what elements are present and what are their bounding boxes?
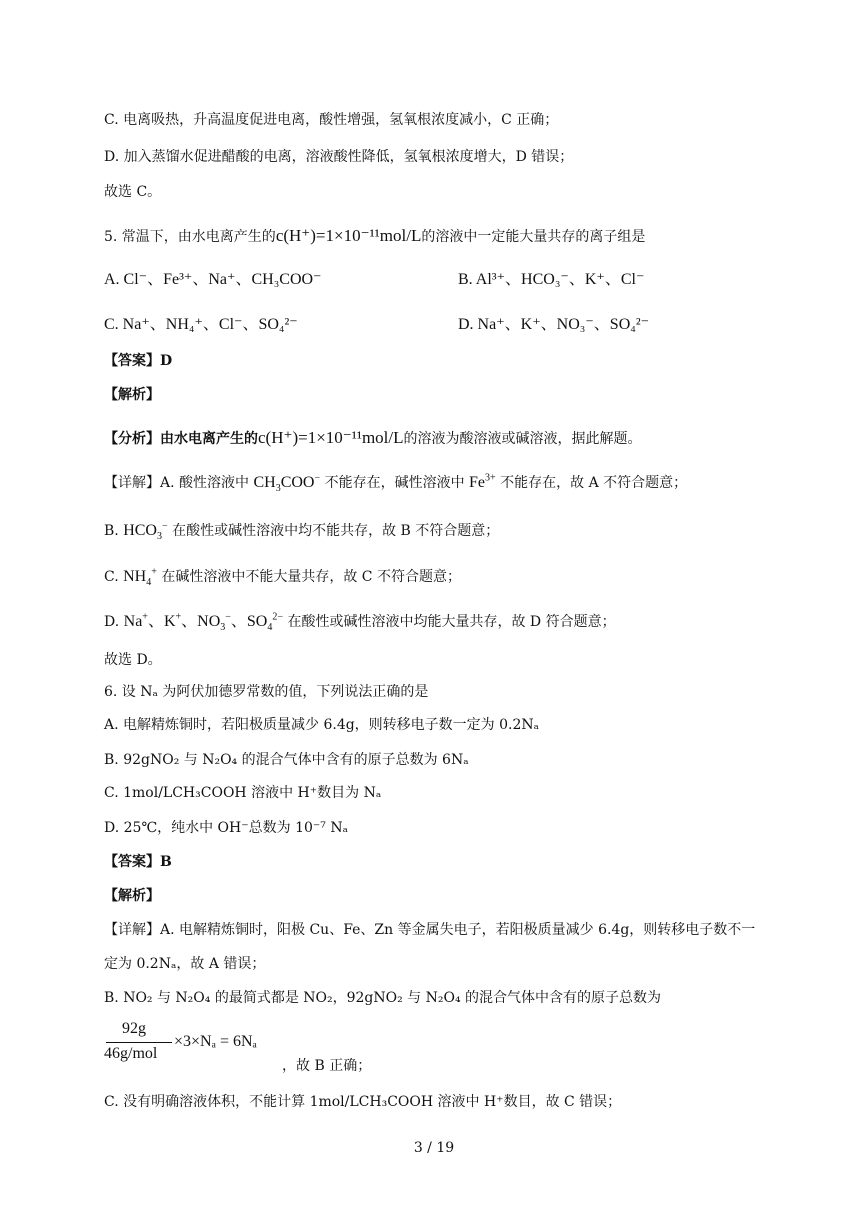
detail-b-line-1: B. NO₂ 与 N₂O₄ 的最简式都是 NO₂，92gNO₂ 与 N₂O₄ 的混合气体中含有的原子总数为 <box>104 990 662 1006</box>
detail-a-line-1: 【详解】A. 电解精炼铜时，阳极 Cu、Fe、Zn 等金属失电子，若阳极质量减少 6.4g，则转移电子数不一 <box>104 922 756 938</box>
question-5-option-d: D. Na⁺、K⁺、NO₃⁻、SO₄²⁻ <box>458 316 650 333</box>
question-5-option-b: B. Al³⁺、HCO₃⁻、K⁺、Cl⁻ <box>458 271 645 288</box>
fraction-formula <box>104 1020 304 1070</box>
detail-a-line-2: 定为 0.2Nₐ，故 A 错误； <box>104 956 266 972</box>
fraction-bar <box>106 1042 172 1043</box>
answer-label: 【答案】D <box>104 353 173 369</box>
question-6-option-a: A. 电解精炼铜时，若阳极质量减少 6.4g，则转移电子数一定为 0.2Nₐ <box>104 717 540 733</box>
text-line: D. 加入蒸馏水促进醋酸的电离，溶液酸性降低，氢氧根浓度增大，D 错误； <box>104 149 574 165</box>
text-line: 故选 C。 <box>104 184 162 200</box>
detail-d: D. Na+、K+、$NO_3^-$、$SO_4^{2-}$ 在酸性或碱性溶液中均能大量共存，故 D 符合题意； <box>104 611 616 634</box>
detail-b: B. $HCO_3^-$ 在酸性或碱性溶液中均不能共存，故 B 不符合题意； <box>104 520 500 543</box>
text-line: C. 电离吸热，升高温度促进电离，酸性增强，氢氧根浓度减小，C 正确； <box>104 112 559 128</box>
fraction-numerator: 92g <box>122 1020 146 1037</box>
question-5-option-a: A. Cl⁻、Fe³⁺、Na⁺、CH₃COO⁻ <box>104 271 322 288</box>
fraction-result: ×3×Nₐ = 6Nₐ <box>174 1033 257 1050</box>
answer-label: 【答案】B <box>104 854 172 870</box>
detail-a: 【详解】A. 酸性溶液中 $CH_3COO^-$ 不能存在，碱性溶液中 $Fe^{3+}$ 不能存在，故 A 不符合题意； <box>104 472 688 495</box>
condition-formula: c(H⁺)=1×10⁻¹¹mol/L <box>275 226 422 245</box>
question-6-stem: 6. 设 Nₐ 为阿伏加德罗常数的值，下列说法正确的是 <box>104 684 429 700</box>
analysis-label: 【解析】 <box>104 888 160 904</box>
text-line: 故选 D。 <box>104 652 162 668</box>
question-5-stem: 5. 常温下，由水电离产生的c(H⁺)=1×10⁻¹¹mol/L的溶液中一定能大量共存的离子组是 <box>104 226 646 245</box>
analysis-label: 【解析】 <box>104 387 160 403</box>
analysis-text: 【分析】由水电离产生的c(H⁺)=1×10⁻¹¹mol/L的溶液为酸溶液或碱溶液，据此解题。 <box>104 428 642 447</box>
fraction-denominator: 46g/mol <box>104 1045 158 1062</box>
page-number: 3 / 19 <box>413 1140 455 1156</box>
question-5-option-c: C. Na⁺、NH₄⁺、Cl⁻、SO₄²⁻ <box>104 316 298 333</box>
detail-c: C. $NH_4^+$ 在碱性溶液中不能大量共存，故 C 不符合题意； <box>104 566 461 589</box>
detail-b-line-2: ，故 B 正确； <box>282 1058 372 1074</box>
question-6-option-c: C. 1mol/LCH₃COOH 溶液中 H⁺数目为 Nₐ <box>104 785 382 801</box>
detail-c: C. 没有明确溶液体积，不能计算 1mol/LCH₃COOH 溶液中 H⁺数目，故 C 错误； <box>104 1094 622 1110</box>
question-6-option-b: B. 92gNO₂ 与 N₂O₄ 的混合气体中含有的原子总数为 6Nₐ <box>104 752 469 768</box>
question-6-option-d: D. 25℃，纯水中 OH⁻总数为 10⁻⁷ Nₐ <box>104 820 348 836</box>
